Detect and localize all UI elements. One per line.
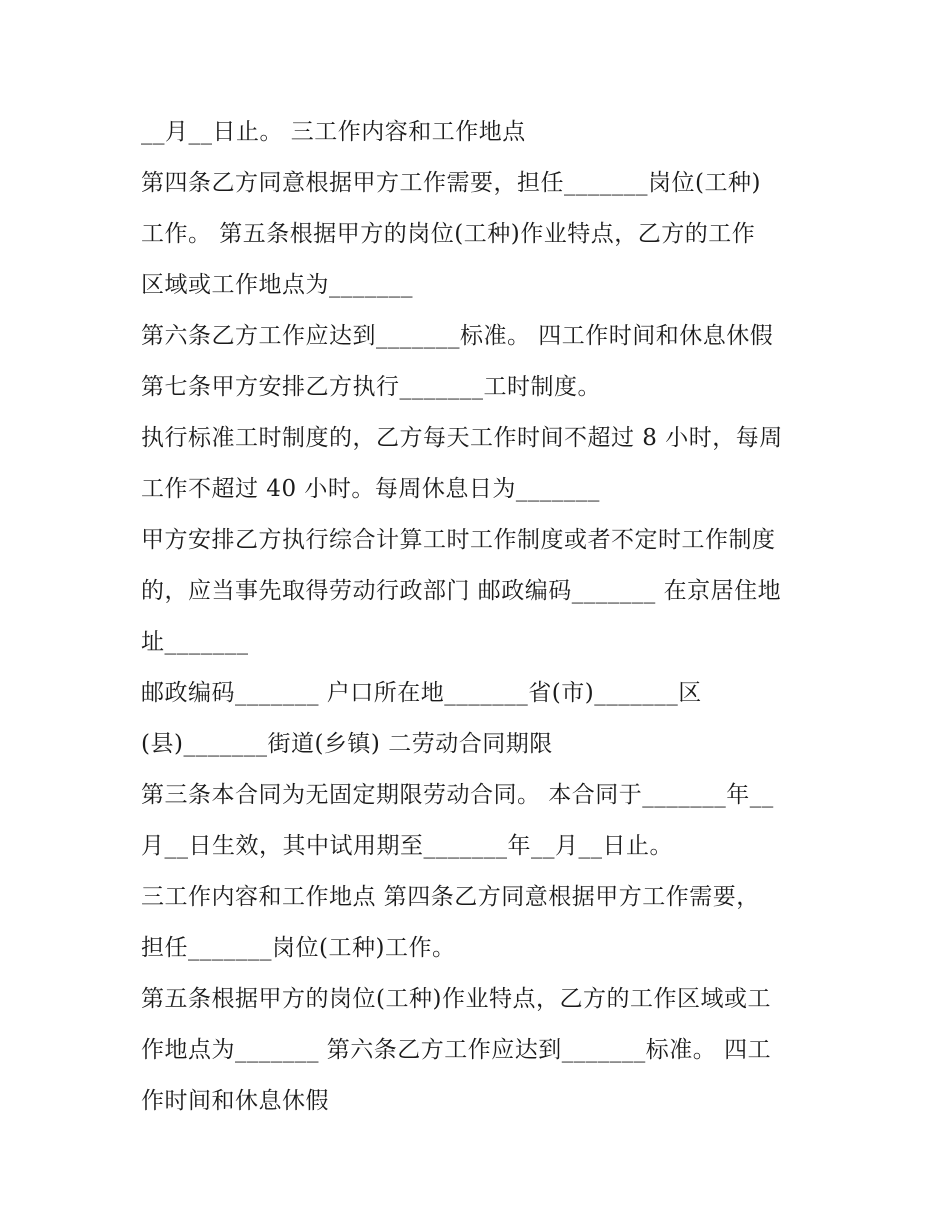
text-line: 月__日生效，其中试用期至_______年__月__日止。 [141,833,673,859]
text-line: 第六条乙方工作应达到_______标准。 四工作时间和休息休假 [141,323,774,349]
text-line: 第四条乙方同意根据甲方工作需要，担任_______岗位(工种) [141,170,761,196]
text-line: 担任_______岗位(工种)工作。 [141,935,456,961]
text-line: 第七条甲方安排乙方执行_______工时制度。 [141,374,601,400]
text-line: (县)_______街道(乡镇) 二劳动合同期限 [141,731,553,757]
text-line: 工作。 第五条根据甲方的岗位(工种)作业特点，乙方的工作 [141,221,756,247]
text-line: __月__日止。 三工作内容和工作地点 [141,119,526,145]
text-line: 作时间和休息休假 [141,1088,329,1114]
document-body [141,107,821,1127]
text-line: 邮政编码_______ 户口所在地_______省(市)_______区 [141,680,702,706]
text-line: 三工作内容和工作地点 第四条乙方同意根据甲方工作需要， [141,884,760,910]
text-line: 工作不超过 40 小时。每周休息日为_______ [141,476,600,502]
text-line: 址_______ [141,629,249,655]
text-line: 执行标准工时制度的，乙方每天工作时间不超过 8 小时，每周 [141,425,783,451]
text-line: 第三条本合同为无固定期限劳动合同。 本合同于_______年__ [141,782,774,808]
text-line: 第五条根据甲方的岗位(工种)作业特点，乙方的工作区域或工 [141,986,771,1012]
text-line: 甲方安排乙方执行综合计算工时工作制度或者不定时工作制度 [141,527,776,553]
text-line: 区域或工作地点为_______ [141,272,413,298]
text-line: 的，应当事先取得劳动行政部门 邮政编码_______ 在京居住地 [141,578,782,604]
text-line: 作地点为_______ 第六条乙方工作应达到_______标准。 四工 [141,1037,772,1063]
